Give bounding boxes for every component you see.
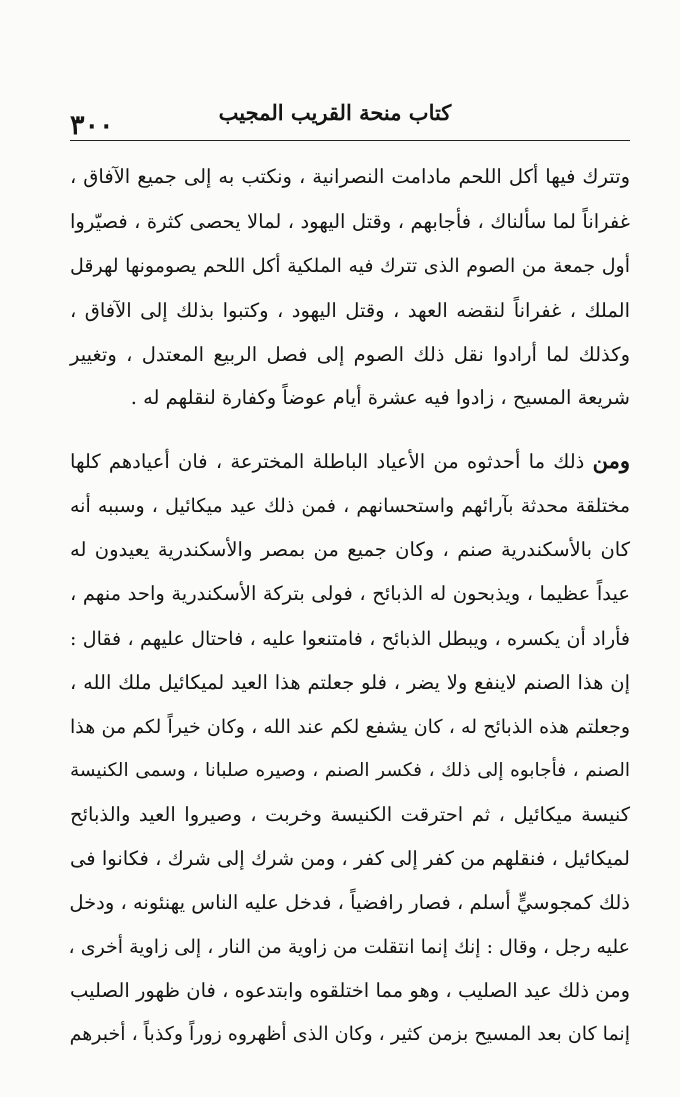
page-number: ٣٠٠ [70, 110, 114, 141]
text-line: لميكائيل ، فنقلهم من كفر إلى كفر ، ومن شرك إلى شرك ، فكانوا فى [70, 847, 630, 870]
running-title: كتاب منحة القريب المجيب [218, 100, 452, 125]
text-line: شريعة المسيح ، زادوا فيه عشرة أيام عوضاً وكفارة لنقلهم له . [130, 386, 630, 409]
paragraph-opening-line [70, 440, 630, 482]
text-line: ذلك كمجوسيٍّ أسلم ، فصار رافضياً ، فدخل عليه الناس يهنئونه ، ودخل [69, 891, 630, 914]
text-line-rest: ذلك ما أحدثوه من الأعياد الباطلة المخترعة ، فان أعيادهم كلها [70, 450, 593, 473]
text-line: عليه رجل ، وقال : إنك إنما انتقلت من زاوية من النار ، إلى زاوية أخرى ، [68, 936, 630, 958]
text-line: الملك ، غفراناً لنقضه العهد ، وقتل اليهود ، وكتبوا بذلك إلى الآفاق ، [70, 299, 630, 322]
text-line: وتترك فيها أكل اللحم مادامت النصرانية ، ونكتب به إلى جميع الآفاق ، [70, 165, 630, 188]
text-line: غفراناً لما سألناك ، فأجابهم ، وقتل اليهود ، لمالا يحصى كثرة ، فصيّروا [70, 210, 630, 233]
text-line: ومن ذلك عيد الصليب ، وهو مما اختلقوه وابتدعوه ، فان ظهور الصليب [70, 979, 630, 1002]
paragraph-lead-word: ومن [592, 448, 630, 473]
text-line: إن هذا الصنم لاينفع ولا يضر ، فلو جعلتم هذا العيد لميكائيل ملك الله ، [70, 671, 630, 694]
text-line: الصنم ، فأجابوه إلى ذلك ، فكسر الصنم ، وصيره صلبانا ، وسمى الكنيسة [70, 760, 630, 781]
text-line: كنيسة ميكائيل ، ثم احترقت الكنيسة وخربت ، وصيروا العيد والذبائح [70, 803, 630, 826]
text-line: فأراد أن يكسره ، ويبطل الذبائح ، فامتنعوا عليه ، فاحتال عليهم ، فقال : [70, 628, 630, 650]
text-line: إنما كان بعد المسيح بزمن كثير ، وكان الذى أظهروه زوراً وكذباً ، أخبرهم [69, 1023, 630, 1045]
text-line: عيداً عظيما ، ويذبحون له الذبائح ، فولى بتركة الأسكندرية واحد منهم ، [70, 582, 630, 605]
text-line: وجعلتم هذه الذبائح له ، كان يشفع لكم عند الله ، وكان خيراً لكم من هذا [70, 716, 630, 738]
text-line: كان بالأسكندرية صنم ، وكان جميع من بمصر والأسكندرية يعيدون له [70, 538, 630, 561]
text-line: وكذلك لما أرادوا نقل ذلك الصوم إلى فصل الربيع المعتدل ، وتغيير [70, 343, 630, 366]
page-header [70, 96, 630, 141]
text-line: مختلقة محدثة بآرائهم واستحسانهم ، فمن ذلك عيد ميكائيل ، وسببه أنه [70, 495, 630, 517]
text-line: أول جمعة من الصوم الذى تترك فيه الملكية أكل اللحم يصومونها لهرقل [70, 255, 630, 277]
